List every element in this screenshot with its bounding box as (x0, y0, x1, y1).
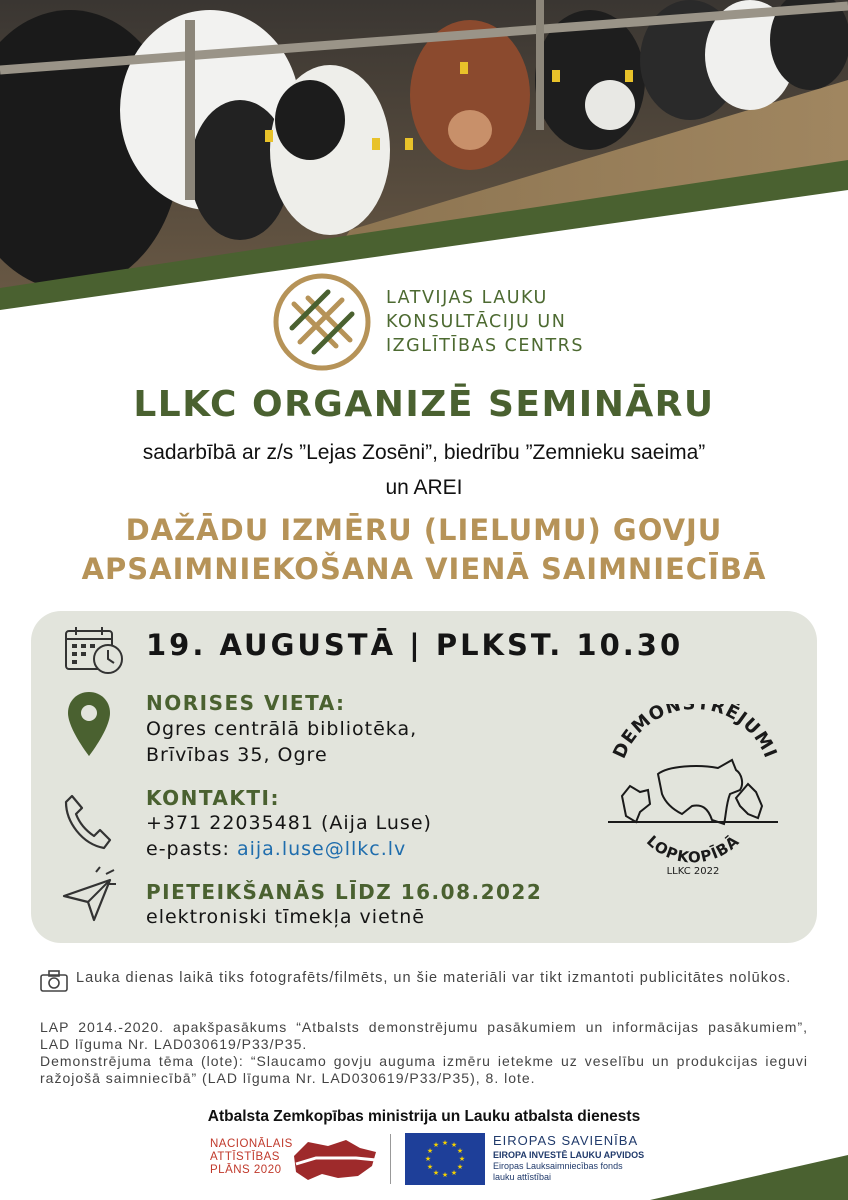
nap-line-2: ATTĪSTĪBAS (210, 1151, 280, 1163)
eu-line-1: EIROPA INVESTĒ LAUKU APVIDOS (493, 1150, 645, 1160)
svg-text:★: ★ (450, 1169, 458, 1177)
topic-line-1: DAŽĀDU IZMĒRU (LIELUMU) GOVJU (125, 513, 723, 547)
footer-divider (390, 1134, 391, 1184)
venue-label: NORISES VIETA: (146, 691, 346, 715)
contacts-label: KONTAKTI: (146, 786, 280, 810)
subtitle-line-1: sadarbībā ar z/s ”Lejas Zosēni”, biedrību ”Zemnieku saeima” (142, 441, 706, 464)
event-date-time: 19. AUGUSTĀ | PLKST. 10.30 (146, 628, 684, 662)
svg-text:DEMONSTRĒJUMI (609, 704, 781, 762)
svg-text:★: ★ (441, 1139, 449, 1147)
svg-text:★: ★ (424, 1155, 432, 1163)
photo-notice: Lauka dienas laikā tiks fotografēts/filmēts, un šie materiāli var tikt izmantoti publicitātes nolūkos. (76, 970, 792, 986)
svg-text:★: ★ (450, 1141, 458, 1149)
svg-text:LOPKOPĪBĀ (643, 830, 743, 866)
lap-line-1: LAP 2014.-2020. apakšpasākums “Atbalsts demonstrējumu pasākumiem un informācijas pasākumiem”, LAD līguma Nr. LAD030619/P33/P35. (40, 1019, 808, 1052)
email-link[interactable]: aija.luse@llkc.lv (236, 838, 407, 860)
org-line-1: LATVIJAS LAUKU (386, 288, 548, 308)
svg-text:★: ★ (432, 1141, 440, 1149)
registration-text: elektroniski tīmekļa vietnē (146, 906, 425, 928)
footer-green-corner (650, 1155, 848, 1200)
location-pin-icon (66, 690, 112, 758)
nap-logo (210, 1138, 293, 1177)
send-icon (60, 866, 118, 924)
eu-subtext (493, 1150, 644, 1183)
latvia-map-icon (290, 1136, 380, 1186)
contact-phone[interactable]: +371 22035481 (Aija Luse) (146, 812, 432, 834)
subtitle-line-2: un AREI (385, 476, 463, 499)
svg-text:★: ★ (426, 1147, 434, 1155)
venue-line-1: Ogres centrālā bibliotēka, (146, 718, 418, 740)
demo-badge (598, 704, 788, 884)
llkc-logo (270, 270, 600, 374)
svg-text:★: ★ (426, 1163, 434, 1171)
headline: LLKC ORGANIZĒ SEMINĀRU (133, 384, 715, 425)
hero-photo (0, 0, 848, 310)
contact-email-row (146, 838, 406, 860)
registration-label: PIETEIKŠANĀS LĪDZ 16.08.2022 (146, 880, 543, 904)
demo-badge-top: DEMON RĒJUMI (609, 704, 781, 762)
org-line-2: KONSULTĀCIJU UN (386, 312, 567, 332)
svg-text:★: ★ (432, 1169, 440, 1177)
svg-text:★: ★ (441, 1171, 449, 1179)
lap-info (40, 1019, 808, 1087)
svg-text:★: ★ (458, 1155, 466, 1163)
demo-badge-footer: LLKC 2022 (666, 866, 720, 877)
support-text: Atbalsta Zemkopības ministrija un Lauku atbalsta dienests (207, 1108, 641, 1125)
svg-text:★: ★ (456, 1147, 464, 1155)
eu-line-3: lauku attīstībai (493, 1172, 552, 1182)
eu-flag-icon (405, 1133, 485, 1185)
organization-name (386, 286, 584, 358)
camera-icon (40, 970, 68, 992)
topic-line-2: APSAIMNIEKOŠANA VIENĀ SAIMNIECĪBĀ (81, 552, 767, 586)
demo-badge-bottom: LOPKOPĪBĀ (643, 831, 744, 867)
nap-line-1: NACIONĀLAIS (210, 1138, 293, 1150)
org-line-3: IZGLĪTĪBAS CENTRS (386, 336, 584, 356)
eu-title: EIROPAS SAVIENĪBA (493, 1133, 639, 1148)
nap-line-3: PLĀNS 2020 (210, 1164, 282, 1176)
svg-text:★: ★ (456, 1163, 464, 1171)
email-prefix: e-pasts: (146, 838, 237, 860)
phone-icon (62, 792, 112, 852)
lap-line-2: Demonstrējuma tēma (lote): “Slaucamo govju auguma izmēru ietekme uz veselību un produkcijas ieguvi ražojošā saimniecībā” (LAD līguma Nr. LAD030619/P33/P35), 8. lote. (40, 1053, 808, 1086)
eu-line-2: Eiropas Lauksaimniecības fonds (493, 1161, 623, 1171)
calendar-clock-icon (64, 625, 126, 675)
venue-line-2: Brīvības 35, Ogre (146, 744, 328, 766)
